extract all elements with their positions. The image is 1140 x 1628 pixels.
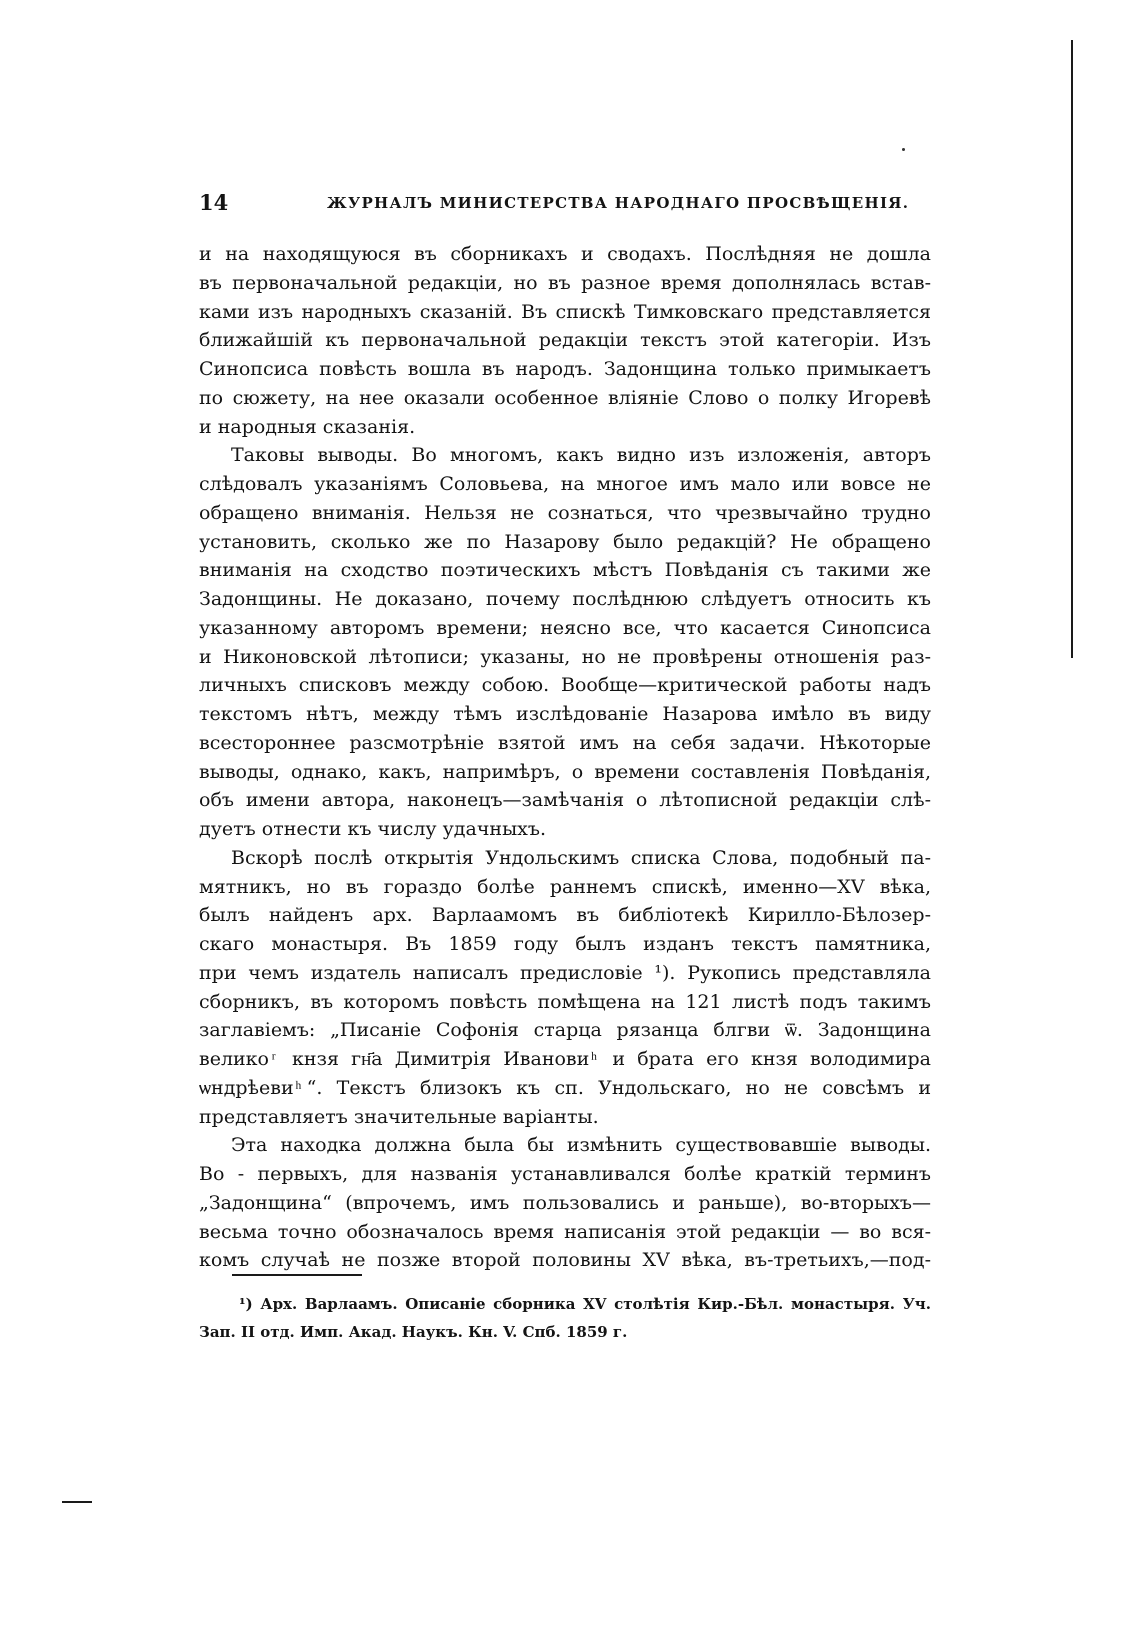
text-line: сборникъ, въ которомъ повѣсть помѣщена на 121 листѣ подъ такимъ: [199, 990, 931, 1013]
scan-speck: [902, 148, 905, 151]
text-line: въ первоначальной редакціи, но въ разное время дополнялась встав-: [199, 271, 931, 294]
text-line: установить, сколько же по Назарову было редакцій? Не обращено: [199, 530, 931, 553]
text-line: ближайшій къ первоначальной редакціи текстъ этой категоріи. Изъ: [199, 329, 931, 352]
text-line: „Задонщина“ (впрочемъ, имъ пользовались и раньше), во-вторыхъ—: [199, 1191, 931, 1214]
text-line: ками изъ народныхъ сказаній. Въ спискѣ Тимковскаго представляется: [199, 300, 931, 323]
text-line: и Никоновской лѣтописи; указаны, но не провѣрены отношенія раз-: [199, 645, 931, 668]
text-line: и народныя сказанія.: [199, 415, 416, 438]
running-head: [199, 190, 931, 224]
footnote-line: ¹) Арх. Варлаамъ. Описаніе сборника XV столѣтія Кир.-Бѣл. монастыря. Уч.: [239, 1295, 931, 1313]
text-line: при чемъ издатель написалъ предисловіе ¹). Рукопись представляла: [199, 961, 931, 984]
text-line: выводы, однако, какъ, напримѣръ, о времени составленія Повѣданія,: [199, 760, 931, 783]
text-line: мятникъ, но въ гораздо болѣе раннемъ спискѣ, именно—XV вѣка,: [199, 875, 931, 898]
text-line: по сюжету, на нее оказали особенное вліяніе Слово о полку Игоревѣ: [199, 386, 931, 409]
text-line: былъ найденъ арх. Варлаамомъ въ библіотекѣ Кирилло-Бѣлозер-: [199, 904, 931, 927]
text-line: текстомъ нѣтъ, между тѣмъ изслѣдованіе Назарова имѣло въ виду: [199, 703, 931, 725]
text-line: Таковы выводы. Во многомъ, какъ видно изъ изложенія, авторъ: [231, 444, 931, 467]
footnotes: [199, 1290, 931, 1346]
text-line: Во - первыхъ, для названія устанавливался болѣе краткій терминъ: [199, 1163, 931, 1185]
footnote-line: Зап. II отд. Имп. Акад. Наукъ. Кн. V. Спб. 1859 г.: [199, 1323, 628, 1341]
text-line: заглавіемъ: „Писаніе Софонія старца рязанца блгви ѿ. Задонщина: [199, 1019, 931, 1042]
text-line: вниманія на сходство поэтическихъ мѣстъ Повѣданія съ такими же: [199, 559, 931, 582]
text-line: всестороннее разсмотрѣніе взятой имъ на себя задачи. Нѣкоторые: [199, 731, 931, 754]
text-line: весьма точно обозначалось время написанія этой редакціи — во вся-: [199, 1220, 931, 1243]
journal-title: ЖУРНАЛЪ МИНИСТЕРСТВА НАРОДНАГО ПРОСВѢЩЕНІЯ.: [327, 194, 910, 212]
text-line: обращено вниманія. Нельзя не сознаться, что чрезвычайно трудно: [199, 501, 931, 524]
text-line: представляетъ значительные варіанты.: [199, 1105, 599, 1128]
margin-tick-mark: [62, 1501, 92, 1503]
text-line: Задонщины. Не доказано, почему послѣднюю слѣдуетъ относить къ: [199, 588, 931, 610]
text-line: указанному авторомъ времени; неясно все, что касается Синопсиса: [199, 616, 931, 639]
text-line: комъ случаѣ не позже второй половины XV вѣка, въ-третьихъ,—под-: [199, 1249, 931, 1272]
text-line: Эта находка должна была бы измѣнить существовавшіе выводы.: [231, 1134, 931, 1157]
page-number: 14: [199, 190, 229, 215]
text-line: объ имени автора, наконецъ—замѣчанія о лѣтописной редакціи слѣ-: [199, 789, 931, 812]
text-line: Вскорѣ послѣ открытія Ундольскимъ списка Слова, подобный па-: [231, 846, 931, 869]
text-line: и на находящуюся въ сборникахъ и сводахъ. Послѣдняя не дошла: [199, 243, 931, 265]
text-line: ѡндрѣеви ͪ“. Текстъ близокъ къ сп. Ундольскаго, но не совсѣмъ и: [199, 1076, 931, 1099]
text-line: Синопсиса повѣсть вошла въ народъ. Задонщина только примыкаетъ: [199, 358, 931, 380]
text-line: личныхъ списковъ между собою. Вообще—критической работы надъ: [199, 674, 931, 697]
text-line: велико ͬ кнзя гн҃а Димитрія Иванови ͪ и брата его кнзя володимира: [199, 1048, 931, 1070]
page-edge-line: [1071, 40, 1073, 658]
text-line: дуетъ отнести къ числу удачныхъ.: [199, 818, 547, 840]
text-line: скаго монастыря. Въ 1859 году былъ изданъ текстъ памятника,: [199, 933, 931, 955]
main-text: [199, 240, 931, 1275]
footnote-separator: [232, 1274, 362, 1276]
text-line: слѣдовалъ указаніямъ Соловьева, на многое имъ мало или вовсе не: [199, 473, 931, 495]
